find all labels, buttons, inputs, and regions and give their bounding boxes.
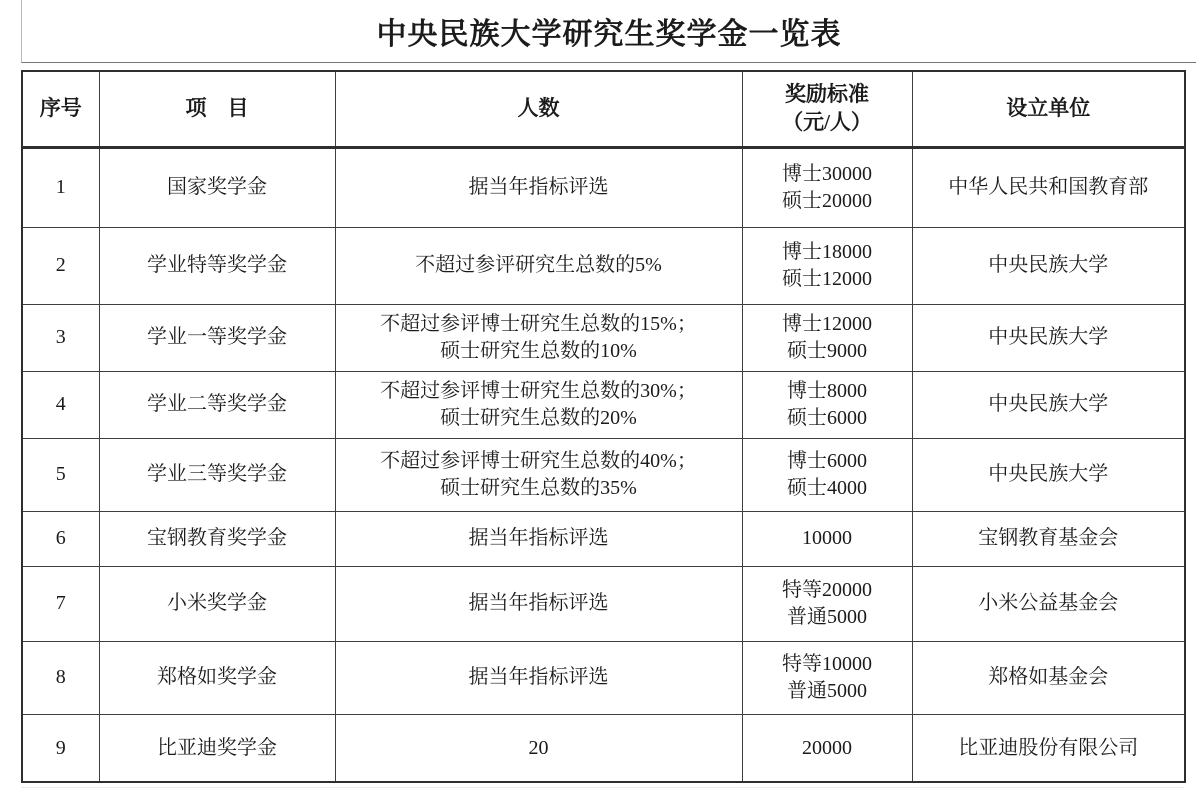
cell-unit: 郑格如基金会 xyxy=(912,641,1185,714)
cell-quota: 不超过参评研究生总数的5% xyxy=(335,227,742,304)
cell-project: 宝钢教育奖学金 xyxy=(99,511,335,566)
scholarship-table xyxy=(21,70,1186,783)
cell-index: 3 xyxy=(22,304,99,371)
cell-unit: 中华人民共和国教育部 xyxy=(912,147,1185,227)
cell-standard: 博士6000 硕士4000 xyxy=(742,438,912,511)
cell-standard: 特等20000 普通5000 xyxy=(742,566,912,641)
cell-project: 学业二等奖学金 xyxy=(99,371,335,438)
cell-standard: 博士30000 硕士20000 xyxy=(742,147,912,227)
cell-standard: 特等10000 普通5000 xyxy=(742,641,912,714)
table-header xyxy=(22,71,1185,147)
cell-unit: 小米公益基金会 xyxy=(912,566,1185,641)
cell-project: 国家奖学金 xyxy=(99,147,335,227)
cell-quota: 不超过参评博士研究生总数的40%； 硕士研究生总数的35% xyxy=(335,438,742,511)
table-row xyxy=(22,641,1185,714)
cell-index: 7 xyxy=(22,566,99,641)
cell-quota: 20 xyxy=(335,714,742,782)
table-row xyxy=(22,714,1185,782)
cell-project: 比亚迪奖学金 xyxy=(99,714,335,782)
cell-unit: 中央民族大学 xyxy=(912,227,1185,304)
table-row xyxy=(22,511,1185,566)
table-row xyxy=(22,438,1185,511)
cell-project: 学业一等奖学金 xyxy=(99,304,335,371)
column-header-quota: 人数 xyxy=(335,71,742,147)
table-row xyxy=(22,227,1185,304)
cell-project: 小米奖学金 xyxy=(99,566,335,641)
cell-standard: 博士12000 硕士9000 xyxy=(742,304,912,371)
cell-index: 5 xyxy=(22,438,99,511)
sheet-gridline xyxy=(21,787,1184,788)
table-body xyxy=(22,147,1185,782)
cell-quota: 据当年指标评选 xyxy=(335,641,742,714)
cell-unit: 中央民族大学 xyxy=(912,371,1185,438)
cell-index: 8 xyxy=(22,641,99,714)
table-row xyxy=(22,147,1185,227)
cell-project: 郑格如奖学金 xyxy=(99,641,335,714)
cell-unit: 比亚迪股份有限公司 xyxy=(912,714,1185,782)
cell-index: 6 xyxy=(22,511,99,566)
cell-standard: 博士18000 硕士12000 xyxy=(742,227,912,304)
column-header-standard: 奖励标准 （元/人） xyxy=(742,71,912,147)
cell-project: 学业特等奖学金 xyxy=(99,227,335,304)
cell-unit: 中央民族大学 xyxy=(912,304,1185,371)
column-header-index: 序号 xyxy=(22,71,99,147)
column-header-unit: 设立单位 xyxy=(912,71,1185,147)
cell-standard: 10000 xyxy=(742,511,912,566)
column-header-project: 项 目 xyxy=(99,71,335,147)
cell-unit: 中央民族大学 xyxy=(912,438,1185,511)
title-bar xyxy=(21,0,1196,63)
cell-standard: 博士8000 硕士6000 xyxy=(742,371,912,438)
cell-unit: 宝钢教育基金会 xyxy=(912,511,1185,566)
table-row xyxy=(22,304,1185,371)
cell-index: 4 xyxy=(22,371,99,438)
table-row xyxy=(22,566,1185,641)
cell-quota: 据当年指标评选 xyxy=(335,511,742,566)
cell-quota: 不超过参评博士研究生总数的30%； 硕士研究生总数的20% xyxy=(335,371,742,438)
cell-quota: 据当年指标评选 xyxy=(335,566,742,641)
table-row xyxy=(22,371,1185,438)
cell-project: 学业三等奖学金 xyxy=(99,438,335,511)
cell-quota: 据当年指标评选 xyxy=(335,147,742,227)
cell-index: 9 xyxy=(22,714,99,782)
cell-standard: 20000 xyxy=(742,714,912,782)
cell-index: 2 xyxy=(22,227,99,304)
page-title: 中央民族大学研究生奖学金一览表 xyxy=(376,18,842,51)
cell-index: 1 xyxy=(22,147,99,227)
table-header-row xyxy=(22,71,1185,147)
cell-quota: 不超过参评博士研究生总数的15%； 硕士研究生总数的10% xyxy=(335,304,742,371)
